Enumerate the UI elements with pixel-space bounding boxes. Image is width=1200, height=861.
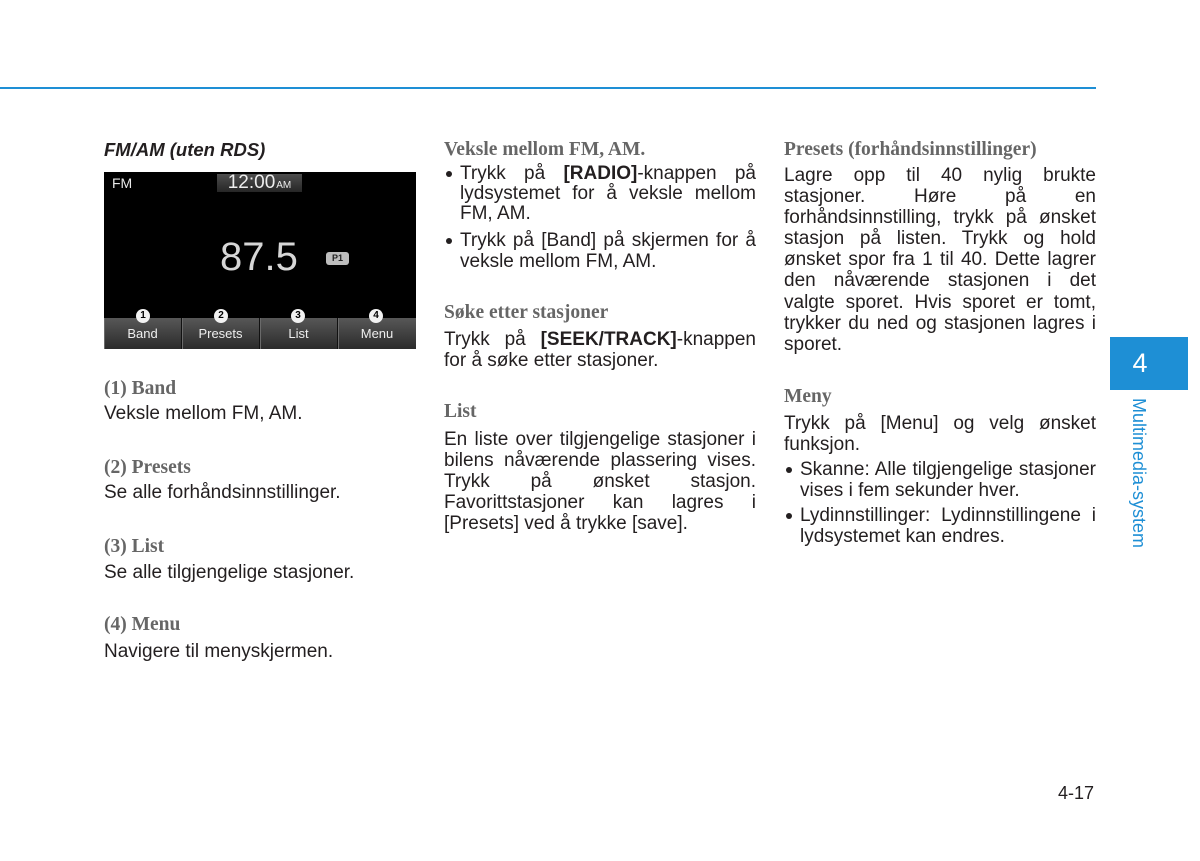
preset-badge: P1 <box>326 252 349 265</box>
text-line: lydsystemet kan endres. <box>800 526 1005 547</box>
text-line: Trykk på [Band] på skjermen for å <box>460 230 756 251</box>
text-segment: -knappen <box>676 329 756 350</box>
legend-item <box>104 614 333 662</box>
soft-button-bar <box>104 318 416 349</box>
text-line: veksle mellom FM, AM. <box>460 251 657 272</box>
text-line: Skanne: Alle tilgjengelige stasjoner <box>800 459 1096 480</box>
clock <box>217 174 302 192</box>
bullet-icon <box>786 467 792 473</box>
text-line: Trykk på ønsket stasjon. <box>444 471 756 492</box>
text-line: stasjoner. Høre på en <box>784 186 1096 208</box>
radio-screen-illustration <box>104 172 416 349</box>
text-line: Trykk på [Menu] og velg ønsket <box>784 413 1096 434</box>
text-line <box>460 164 756 184</box>
chapter-tab <box>1110 337 1188 390</box>
text-line <box>444 329 756 350</box>
legend-item <box>104 536 354 583</box>
page-number: 4-17 <box>1057 783 1094 803</box>
bullet-icon <box>786 513 792 519</box>
button-name: [RADIO] <box>563 163 638 184</box>
text-line: Lydinnstillinger: Lydinnstillingene i <box>800 505 1096 526</box>
band-indicator: FM <box>112 175 133 191</box>
menu-button-label: Menu <box>360 326 394 341</box>
legend-text: Veksle mellom FM, AM. <box>104 403 303 424</box>
legend-heading: (4) Menu <box>104 614 181 635</box>
text-segment: -knappen på <box>637 163 756 184</box>
bullet-item <box>784 459 1096 501</box>
callout-2: 2 <box>214 309 228 323</box>
frequency-display: 87.5 <box>220 235 298 279</box>
legend-heading: (1) Band <box>104 378 177 399</box>
legend-text: Se alle forhåndsinnstillinger. <box>104 482 341 503</box>
callout-4: 4 <box>369 309 383 323</box>
clock-time: 12:00 <box>227 172 276 193</box>
text-line: Favorittstasjoner kan lagres i <box>444 492 756 513</box>
presets-button-label: Presets <box>198 326 243 341</box>
presets-paragraph <box>784 165 1096 355</box>
list-button-label: List <box>288 326 309 341</box>
legend-item <box>104 378 303 424</box>
text-line: bilens nåværende plassering vises. <box>444 450 756 471</box>
section-title: FM/AM (uten RDS) <box>104 139 266 160</box>
seek-heading: Søke etter stasjoner <box>444 302 609 323</box>
seek-paragraph <box>444 329 756 371</box>
presets-heading: Presets (forhåndsinnstillinger) <box>784 139 1037 160</box>
legend-text: Se alle tilgjengelige stasjoner. <box>104 562 355 583</box>
text-line: trykker du ned og stasjonen lagres i <box>784 312 1096 334</box>
bullet-icon <box>446 238 452 244</box>
text-line: [Presets] ved å trykke [save]. <box>444 513 688 534</box>
button-name: [SEEK/TRACK] <box>540 329 677 350</box>
callout-1: 1 <box>136 309 150 323</box>
chapter-label: Multimedia-system <box>1129 398 1149 549</box>
list-heading: List <box>444 401 477 422</box>
bullet-item <box>784 505 1096 547</box>
bullet-item <box>444 230 756 272</box>
text-line: Lagre opp til 40 nylig brukte <box>784 165 1096 186</box>
text-line: lydsystemet for å veksle mellom <box>460 183 756 204</box>
list-paragraph <box>444 429 756 534</box>
legend-heading: (2) Presets <box>104 457 191 478</box>
bullet-icon <box>446 171 452 177</box>
text-line: den nåværende stasjonen i det <box>784 270 1096 292</box>
text-line: valgte sporet. Hvis sporet er tomt, <box>784 291 1096 313</box>
text-segment: Trykk på <box>444 329 541 350</box>
menu-heading: Meny <box>784 386 832 407</box>
bullet-item <box>444 164 756 224</box>
text-segment: Trykk på <box>460 163 564 184</box>
text-line: En liste over tilgjengelige stasjoner i <box>444 429 756 450</box>
text-line: for å søke etter stasjoner. <box>444 350 659 371</box>
text-line: vises i fem sekunder hver. <box>800 480 1020 501</box>
text-line: ønsket spor fra 1 til 40. Dette lagrer <box>784 249 1096 271</box>
legend-heading: (3) List <box>104 536 165 557</box>
clock-ampm: AM <box>276 180 292 191</box>
band-button-label: Band <box>127 326 158 341</box>
legend-text: Navigere til menyskjermen. <box>104 641 334 662</box>
chapter-number: 4 <box>1132 348 1148 378</box>
text-line: forhåndsinnstilling, trykk på ønsket <box>784 207 1096 229</box>
menu-paragraph <box>784 413 1096 455</box>
text-line: FM, AM. <box>460 203 531 224</box>
text-line: funksjon. <box>784 434 861 455</box>
header-rule <box>0 87 1096 89</box>
switch-band-heading: Veksle mellom FM, AM. <box>444 139 646 160</box>
legend-item <box>104 457 341 503</box>
text-line: stasjon på listen. Trykk og hold <box>784 228 1096 250</box>
text-line: sporet. <box>784 333 843 355</box>
callout-3: 3 <box>291 309 305 323</box>
